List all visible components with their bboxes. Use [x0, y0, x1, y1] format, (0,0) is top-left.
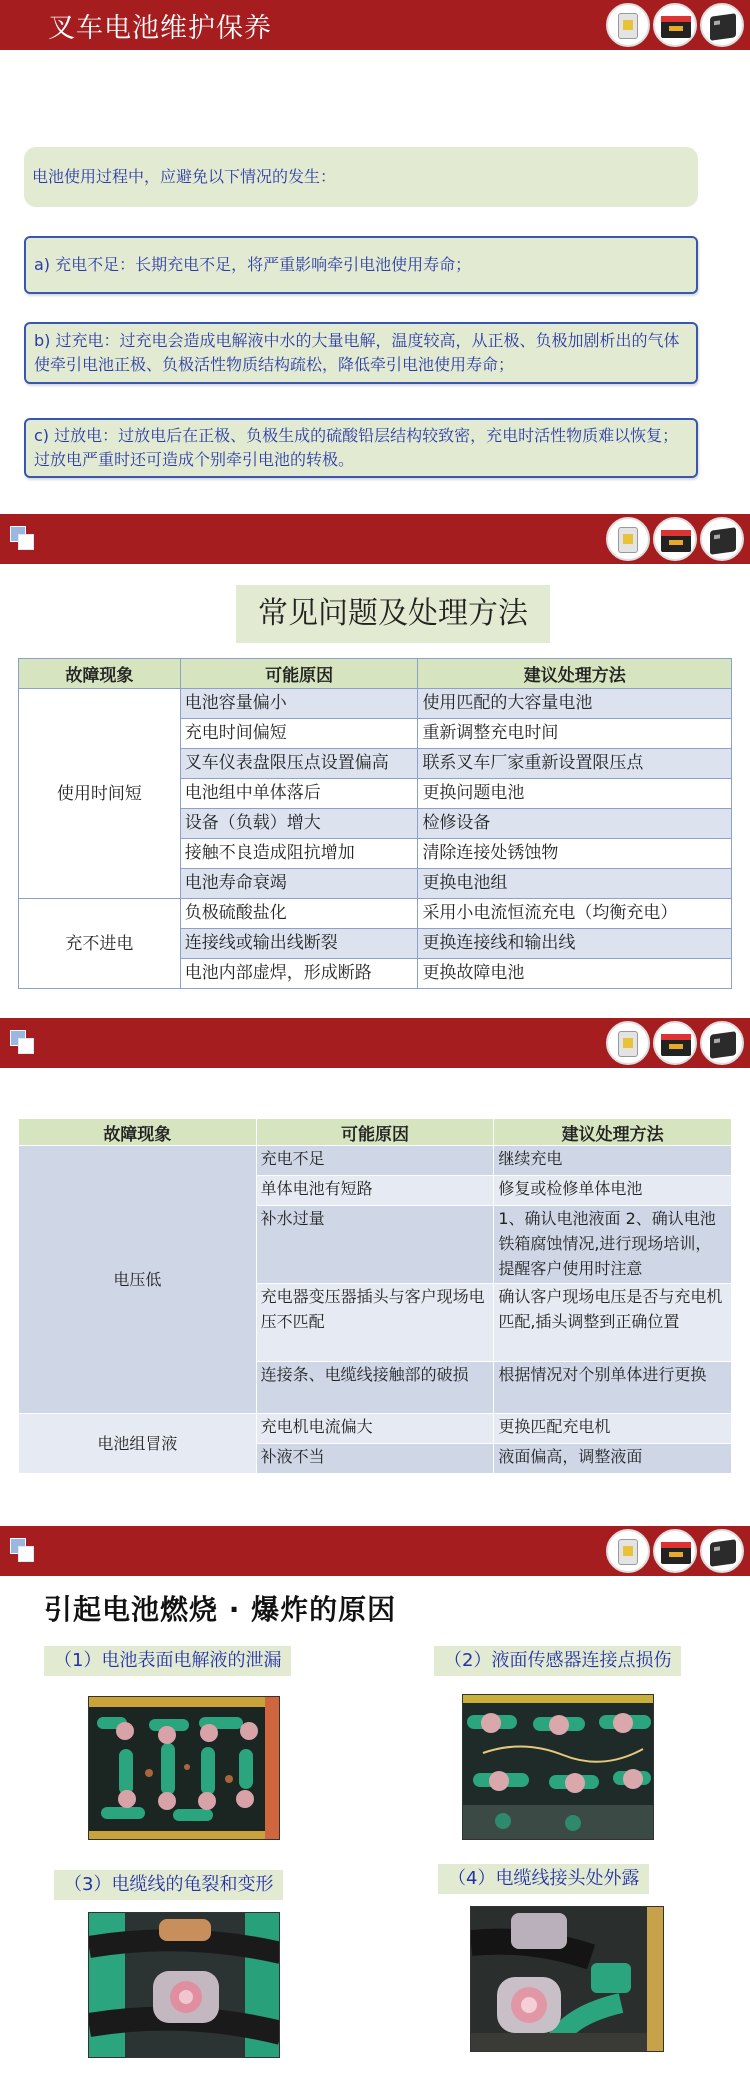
battery-icons [606, 1529, 744, 1573]
photo-cable-cracking [88, 1912, 280, 2058]
car-battery-icon [653, 1021, 697, 1065]
intro-box [24, 147, 698, 207]
cause-cell: 电池容量偏小 [180, 689, 418, 719]
cause-cell: 充电器变压器插头与客户现场电压不匹配 [256, 1284, 494, 1362]
slide-logo-icon [10, 1538, 36, 1564]
item-a-text: a) 充电不足：长期充电不足，将严重影响牵引电池使用寿命； [34, 255, 472, 274]
solution-cell: 更换匹配充电机 [494, 1414, 732, 1444]
black-battery-icon [700, 1529, 744, 1573]
table-row [19, 899, 732, 929]
battery-bottle-icon [606, 3, 650, 47]
slide1-title-bar [0, 0, 750, 50]
caption-2: （2）液面传感器连接点损伤 [434, 1646, 681, 1676]
item-b-text: b) 过充电：过充电会造成电解液中水的大量电解，温度较高，从正极、负极加剧析出的气体使牵引电池正极、负极活性物质结构疏松，降低牵引电池使用寿命； [34, 331, 680, 374]
solution-cell: 使用匹配的大容量电池 [418, 689, 732, 719]
cause-cell: 充电时间偏短 [180, 719, 418, 749]
header-cause: 可能原因 [180, 659, 418, 689]
cause-cell: 单体电池有短路 [256, 1176, 494, 1206]
cause-cell: 连接条、电缆线接触部的破损 [256, 1362, 494, 1414]
solution-cell: 清除连接处锈蚀物 [418, 839, 732, 869]
solution-cell: 联系叉车厂家重新设置限压点 [418, 749, 732, 779]
item-c-text: c) 过放电：过放电后在正极、负极生成的硫酸铅层结构较致密，充电时活性物质难以恢复；过放电严重时还可造成个别牵引电池的转极。 [34, 426, 679, 469]
symptom-cell: 电压低 [19, 1146, 257, 1414]
solution-cell: 修复或检修单体电池 [494, 1176, 732, 1206]
problems-table-1 [18, 658, 732, 989]
item-box-c [24, 418, 698, 478]
slide3-title-bar [0, 1018, 750, 1068]
cause-cell: 连接线或输出线断裂 [180, 929, 418, 959]
solution-cell: 更换电池组 [418, 869, 732, 899]
slide2-title-bar [0, 514, 750, 564]
cause-cell: 电池寿命衰竭 [180, 869, 418, 899]
photo-cable-terminal-exposed [470, 1906, 664, 2052]
car-battery-icon [653, 517, 697, 561]
symptom-cell: 使用时间短 [19, 689, 181, 899]
car-battery-icon [653, 3, 697, 47]
cause-cell: 接触不良造成阻抗增加 [180, 839, 418, 869]
solution-cell: 1、确认电池液面 2、确认电池铁箱腐蚀情况,进行现场培训，提醒客户使用时注意 [494, 1206, 732, 1284]
cause-cell: 补水过量 [256, 1206, 494, 1284]
header-solution: 建议处理方法 [494, 1119, 732, 1146]
symptom-cell: 电池组冒液 [19, 1414, 257, 1474]
header-cause: 可能原因 [256, 1119, 494, 1146]
cause-cell: 充电机电流偏大 [256, 1414, 494, 1444]
black-battery-icon [700, 1021, 744, 1065]
cause-cell: 补液不当 [256, 1444, 494, 1474]
table-row [19, 1146, 732, 1176]
solution-cell: 液面偏高，调整液面 [494, 1444, 732, 1474]
solution-cell: 更换故障电池 [418, 959, 732, 989]
header-symptom: 故障现象 [19, 659, 181, 689]
slide1-title: 叉车电池维护保养 [48, 13, 272, 44]
battery-icons [606, 517, 744, 561]
solution-cell: 根据情况对个别单体进行更换 [494, 1362, 732, 1414]
solution-cell: 检修设备 [418, 809, 732, 839]
cause-cell: 负极硫酸盐化 [180, 899, 418, 929]
photo-level-sensor-damage [462, 1694, 654, 1840]
slide-logo-icon [10, 526, 36, 552]
battery-bottle-icon [606, 517, 650, 561]
photo-electrolyte-leak [88, 1696, 280, 1840]
solution-cell: 采用小电流恒流充电（均衡充电） [418, 899, 732, 929]
symptom-cell: 充不进电 [19, 899, 181, 989]
caption-3: （3）电缆线的龟裂和变形 [54, 1870, 283, 1900]
solution-cell: 重新调整充电时间 [418, 719, 732, 749]
cause-cell: 充电不足 [256, 1146, 494, 1176]
caption-1: （1）电池表面电解液的泄漏 [44, 1646, 291, 1676]
slide2-heading: 常见问题及处理方法 [236, 585, 550, 643]
car-battery-icon [653, 1529, 697, 1573]
header-symptom: 故障现象 [19, 1119, 257, 1146]
battery-icons [606, 1021, 744, 1065]
cause-cell: 设备（负载）增大 [180, 809, 418, 839]
slide-logo-icon [10, 1030, 36, 1056]
cause-cell: 电池组中单体落后 [180, 779, 418, 809]
intro-text: 电池使用过程中，应避免以下情况的发生： [32, 167, 337, 186]
problems-table-2 [18, 1118, 732, 1474]
item-box-b [24, 322, 698, 384]
battery-bottle-icon [606, 1529, 650, 1573]
solution-cell: 继续充电 [494, 1146, 732, 1176]
solution-cell: 更换连接线和输出线 [418, 929, 732, 959]
header-solution: 建议处理方法 [418, 659, 732, 689]
black-battery-icon [700, 517, 744, 561]
solution-cell: 确认客户现场电压是否与充电机匹配,插头调整到正确位置 [494, 1284, 732, 1362]
slide4-title: 引起电池燃烧 · 爆炸的原因 [44, 1593, 397, 1626]
black-battery-icon [700, 3, 744, 47]
cause-cell: 叉车仪表盘限压点设置偏高 [180, 749, 418, 779]
table-row [19, 1414, 732, 1444]
battery-bottle-icon [606, 1021, 650, 1065]
caption-4: （4）电缆线接头处外露 [438, 1864, 649, 1894]
solution-cell: 更换问题电池 [418, 779, 732, 809]
battery-icons [606, 3, 744, 47]
item-box-a [24, 236, 698, 294]
table-row [19, 689, 732, 719]
slide4-title-bar [0, 1526, 750, 1576]
cause-cell: 电池内部虚焊，形成断路 [180, 959, 418, 989]
